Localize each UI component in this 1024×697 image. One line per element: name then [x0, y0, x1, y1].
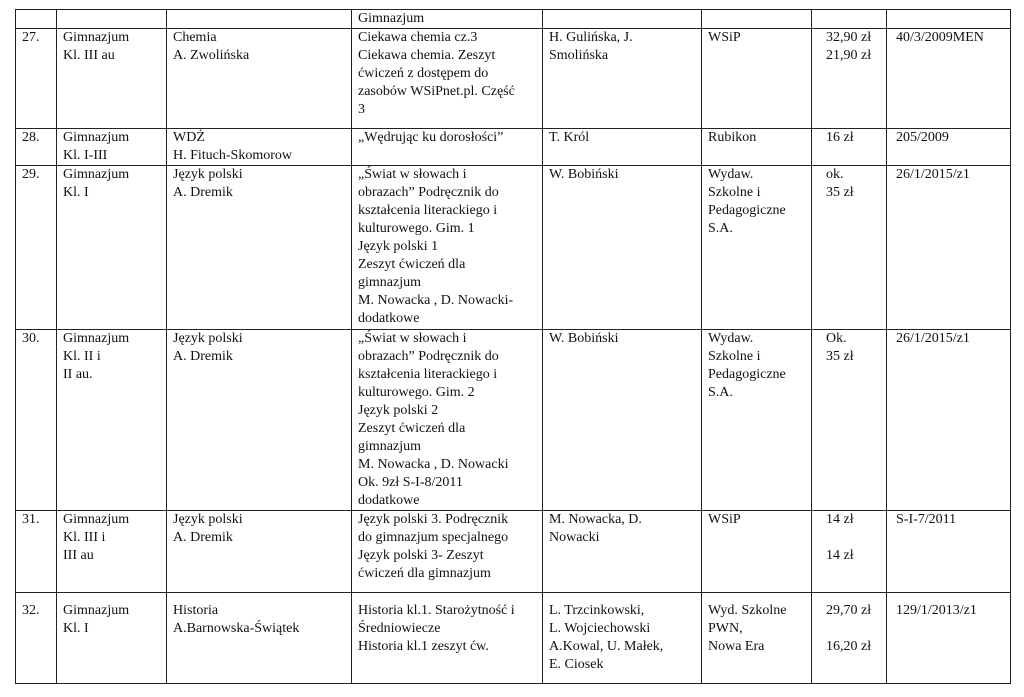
- cell-price: 16 zł: [812, 129, 887, 166]
- cell-subject-teacher: Język polski A. Dremik: [167, 330, 352, 511]
- cell-approval-number: 205/2009: [887, 129, 1011, 166]
- cell-publisher: WSiP: [702, 29, 812, 129]
- cell-subject-teacher: Język polski A. Dremik: [167, 511, 352, 593]
- cell-approval-number: 26/1/2015/z1: [887, 330, 1011, 511]
- cell-publisher: Wydaw. Szkolne i Pedagogiczne S.A.: [702, 166, 812, 330]
- table-row: [16, 593, 1011, 684]
- cell-no: 29.: [16, 166, 57, 330]
- cell-author: [543, 10, 702, 29]
- table-row: [16, 129, 1011, 166]
- cell-subject-teacher: Język polski A. Dremik: [167, 166, 352, 330]
- cell-no: 31.: [16, 511, 57, 593]
- table-row: [16, 511, 1011, 593]
- cell-title: „Świat w słowach i obrazach” Podręcznik do kształcenia literackiego i kulturowego. Gim. 2 Język polski 2 Zeszyt ćwiczeń dla gimnazjum M. Nowacka , D. Nowacki Ok. 9zł S-I-8/2011 dodatkowe: [352, 330, 543, 511]
- cell-no: 32.: [16, 593, 57, 684]
- cell-subject-teacher: WDŻ H. Fituch-Skomorow: [167, 129, 352, 166]
- cell-publisher: Wyd. Szkolne PWN, Nowa Era: [702, 593, 812, 684]
- cell-author: M. Nowacka, D. Nowacki: [543, 511, 702, 593]
- cell-school-class: Gimnazjum Kl. I-III: [57, 129, 167, 166]
- cell-approval-number: S-I-7/2011: [887, 511, 1011, 593]
- cell-school-class: [57, 10, 167, 29]
- cell-approval-number: 129/1/2013/z1: [887, 593, 1011, 684]
- cell-approval-number: 40/3/2009MEN: [887, 29, 1011, 129]
- table-row: [16, 10, 1011, 29]
- cell-approval-number: 26/1/2015/z1: [887, 166, 1011, 330]
- cell-title: Gimnazjum: [352, 10, 543, 29]
- cell-price: Ok. 35 zł: [812, 330, 887, 511]
- cell-subject-teacher: [167, 10, 352, 29]
- cell-approval-number: [887, 10, 1011, 29]
- table-row: [16, 166, 1011, 330]
- cell-price: [812, 10, 887, 29]
- cell-author: L. Trzcinkowski, L. Wojciechowski A.Kowal, U. Małek, E. Ciosek: [543, 593, 702, 684]
- cell-title: „Wędrując ku dorosłości”: [352, 129, 543, 166]
- cell-no: [16, 10, 57, 29]
- cell-publisher: [702, 10, 812, 29]
- cell-no: 27.: [16, 29, 57, 129]
- cell-title: Historia kl.1. Starożytność i Średniowiecze Historia kl.1 zeszyt ćw.: [352, 593, 543, 684]
- cell-price: 14 zł 14 zł: [812, 511, 887, 593]
- cell-title: Ciekawa chemia cz.3 Ciekawa chemia. Zeszyt ćwiczeń z dostępem do zasobów WSiPnet.pl. Część 3: [352, 29, 543, 129]
- cell-school-class: Gimnazjum Kl. III au: [57, 29, 167, 129]
- cell-price: ok. 35 zł: [812, 166, 887, 330]
- cell-title: Język polski 3. Podręcznik do gimnazjum specjalnego Język polski 3- Zeszyt ćwiczeń dla gimnazjum: [352, 511, 543, 593]
- cell-price: 32,90 zł 21,90 zł: [812, 29, 887, 129]
- cell-subject-teacher: Chemia A. Zwolińska: [167, 29, 352, 129]
- cell-publisher: Rubikon: [702, 129, 812, 166]
- cell-publisher: WSiP: [702, 511, 812, 593]
- cell-publisher: Wydaw. Szkolne i Pedagogiczne S.A.: [702, 330, 812, 511]
- cell-subject-teacher: Historia A.Barnowska-Świątek: [167, 593, 352, 684]
- cell-author: H. Gulińska, J. Smolińska: [543, 29, 702, 129]
- table-row: [16, 29, 1011, 129]
- cell-author: W. Bobiński: [543, 166, 702, 330]
- cell-no: 28.: [16, 129, 57, 166]
- cell-school-class: Gimnazjum Kl. III i III au: [57, 511, 167, 593]
- cell-school-class: Gimnazjum Kl. I: [57, 593, 167, 684]
- cell-price: 29,70 zł 16,20 zł: [812, 593, 887, 684]
- cell-no: 30.: [16, 330, 57, 511]
- cell-school-class: Gimnazjum Kl. I: [57, 166, 167, 330]
- cell-title: „Świat w słowach i obrazach” Podręcznik do kształcenia literackiego i kulturowego. Gim. 1 Język polski 1 Zeszyt ćwiczeń dla gimnazjum M. Nowacka , D. Nowacki- dodatkowe: [352, 166, 543, 330]
- cell-author: T. Król: [543, 129, 702, 166]
- cell-school-class: Gimnazjum Kl. II i II au.: [57, 330, 167, 511]
- textbook-table: [15, 9, 1011, 684]
- table-row: [16, 330, 1011, 511]
- cell-author: W. Bobiński: [543, 330, 702, 511]
